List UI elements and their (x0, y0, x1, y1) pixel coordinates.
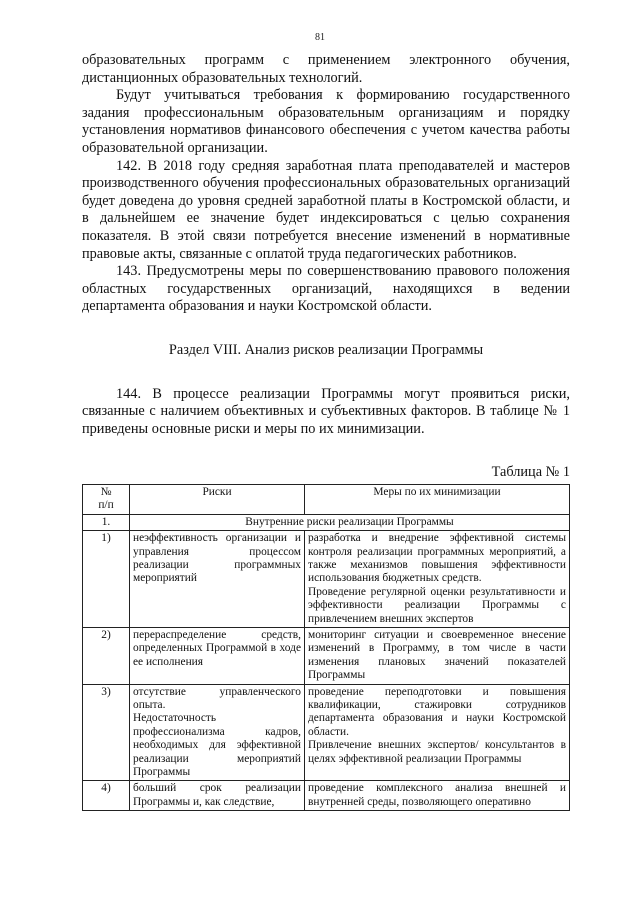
row-risk: больший срок реализации Программы и, как следствие, (130, 781, 305, 811)
header-num (83, 484, 130, 514)
table-row (83, 684, 570, 781)
row-measures: проведение комплексного анализа внешней и внутренней среды, позволяющего оперативно (305, 781, 570, 811)
row-risk: неэффективность организации и управления процессом реализации программных мероприятий (130, 531, 305, 628)
document-body (82, 52, 570, 811)
row-risk-part2: Недостаточность профессионализма кадров, необходимых для эффективной реализации мероприятий Программы (133, 712, 301, 778)
header-num-line2: п/п (98, 499, 114, 512)
paragraph-142: 142. В 2018 году средняя заработная плата преподавателей и мастеров производственного обучения профессиональных образовательных организаций будет доведена до уровня средней заработной платы в Костромской области, и в дальнейшем ее значение будет индексироваться с целью сохранения показателя. В этой связи потребуется внесение изменений в нормативные правовые акты, связанные с оплатой труда педагогических работников. (82, 157, 570, 262)
table-header-row (83, 484, 570, 514)
group-row (83, 514, 570, 530)
row-measures-part2: Привлечение внешних экспертов/ консультантов в целях эффективной реализации Программы (308, 739, 566, 765)
header-risks: Риски (130, 484, 305, 514)
paragraph-143: 143. Предусмотрены меры по совершенствованию правового положения областных государственных организаций, находящихся в ведении департамента образования и науки Костромской области. (82, 263, 570, 315)
row-num: 3) (83, 684, 130, 781)
row-num: 4) (83, 781, 130, 811)
header-measures: Меры по их минимизации (305, 484, 570, 514)
table-row (83, 627, 570, 684)
row-risk-part1: отсутствие управленческого опыта. (133, 685, 301, 711)
group-num: 1. (83, 514, 130, 530)
paragraph-1: образовательных программ с применением электронного обучения, дистанционных образовательных технологий. (82, 52, 570, 86)
table-row (83, 781, 570, 811)
row-risk: перераспределение средств, определенных Программой в ходе ее исполнения (130, 627, 305, 684)
paragraph-144: 144. В процессе реализации Программы могут проявиться риски, связанные с наличием объективных и субъективных факторов. В таблице № 1 приведены основные риски и меры по их минимизации. (82, 385, 570, 437)
row-measures-part2: Проведение регулярной оценки результативности и эффективности реализации Программы с привлечением внешних экспертов (308, 585, 566, 625)
row-measures: мониторинг ситуации и своевременное внесение изменений в Программу, в том числе в части изменения плановых значений показателей Программы (305, 627, 570, 684)
section-heading: Раздел VIII. Анализ рисков реализации Программы (168, 341, 484, 358)
table-row (83, 531, 570, 628)
page-number: 81 (315, 32, 325, 43)
table-caption: Таблица № 1 (491, 464, 570, 481)
group-title: Внутренние риски реализации Программы (130, 514, 570, 530)
row-measures (305, 531, 570, 628)
row-measures-part1: разработка и внедрение эффективной системы контроля реализации программных мероприятий, а также механизмов повышения эффективности использования бюджетных средств. (308, 532, 566, 585)
paragraph-2: Будут учитываться требования к формированию государственного задания профессиональным образовательным организациям и порядку установления нормативов финансового обеспечения с учетом качества работы образовательной организации. (82, 87, 570, 156)
row-risk (130, 684, 305, 781)
row-num: 2) (83, 627, 130, 684)
row-measures (305, 684, 570, 781)
risks-table (82, 484, 570, 811)
row-num: 1) (83, 531, 130, 628)
header-num-line1: № (100, 485, 112, 498)
row-measures-part1: проведение переподготовки и повышения квалификации, стажировки сотрудников департамента образования и науки Костромской области. (308, 685, 566, 738)
